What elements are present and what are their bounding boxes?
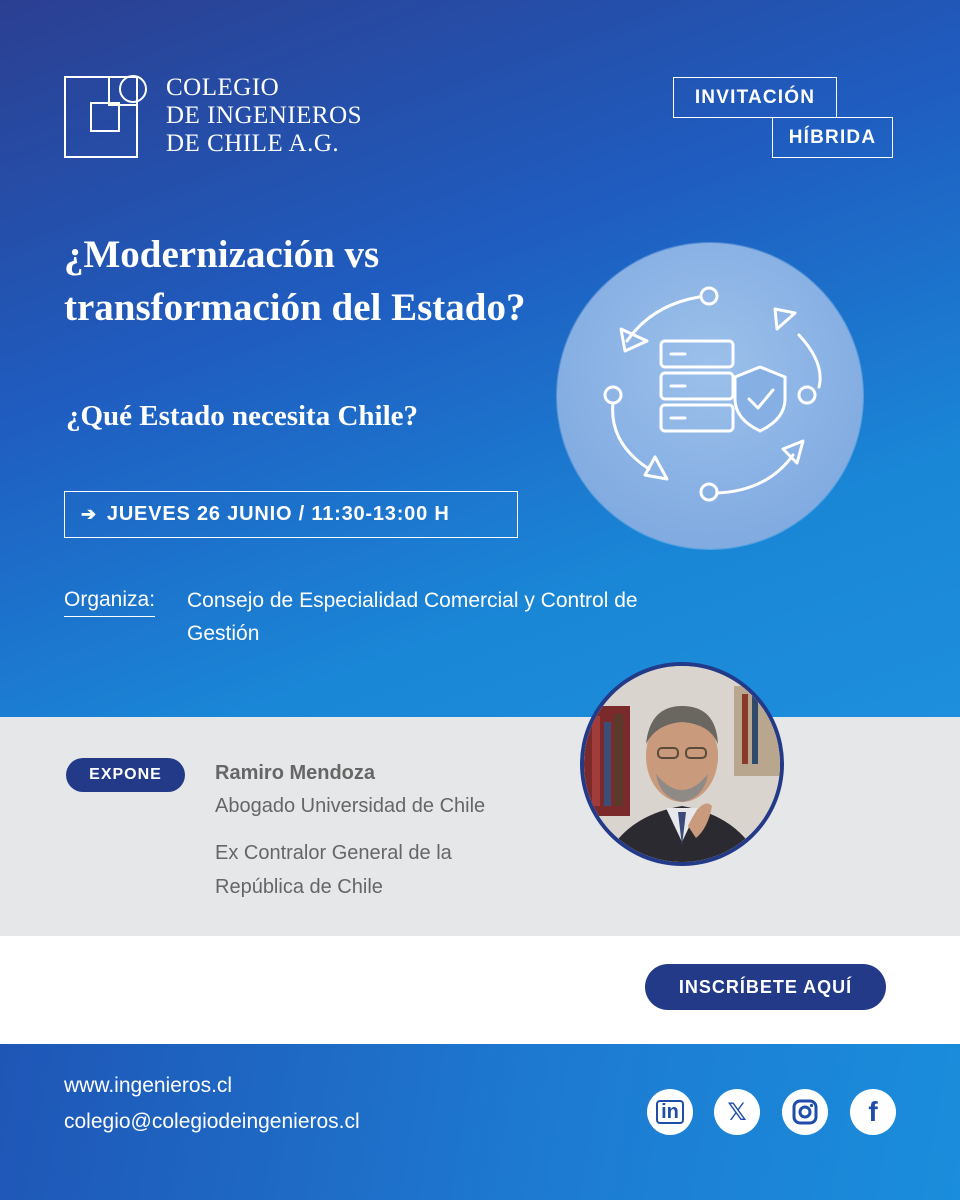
server-shield-icon xyxy=(557,243,863,549)
logo-mark-icon xyxy=(64,72,154,162)
mode-tag: HÍBRIDA xyxy=(772,117,893,158)
facebook-icon[interactable] xyxy=(850,1089,896,1135)
speaker-name: Ramiro Mendoza xyxy=(215,762,376,784)
facebook-glyph: f xyxy=(868,1096,878,1127)
instagram-icon[interactable] xyxy=(782,1089,828,1135)
x-glyph: 𝕏 xyxy=(727,1098,747,1126)
speaker-role-2: Ex Contralor General de la República de Chile xyxy=(215,842,452,898)
org-name-line-3: DE CHILE A.G. xyxy=(166,130,340,157)
org-name xyxy=(166,74,362,158)
speaker-badge: EXPONE xyxy=(66,758,185,792)
arrow-right-icon: ➔ xyxy=(81,504,97,524)
illustration-circle xyxy=(557,243,863,549)
event-date: JUEVES 26 JUNIO / 11:30-13:00 H xyxy=(106,503,450,525)
instagram-glyph xyxy=(791,1098,819,1126)
speaker-role-1: Abogado Universidad de Chile xyxy=(215,795,486,817)
speaker-photo xyxy=(580,662,784,866)
event-date-box xyxy=(64,491,518,538)
event-title: ¿Modernización vs transformación del Estado? xyxy=(64,233,526,329)
event-subtitle: ¿Qué Estado necesita Chile? xyxy=(66,400,419,432)
x-icon[interactable] xyxy=(714,1089,760,1135)
linkedin-glyph: in xyxy=(656,1100,684,1124)
cycle-arrows-icon xyxy=(605,288,820,500)
speaker-portrait xyxy=(584,666,780,862)
organizer-label: Organiza: xyxy=(64,584,155,617)
register-button[interactable]: INSCRÍBETE AQUÍ xyxy=(645,964,886,1010)
org-name-line-2: DE INGENIEROS xyxy=(166,102,363,129)
org-name-line-1: COLEGIO xyxy=(166,74,280,101)
org-logo[interactable] xyxy=(64,72,400,162)
invitation-tag: INVITACIÓN xyxy=(673,77,837,118)
email-link[interactable]: colegio@colegiodeingenieros.cl xyxy=(64,1110,360,1133)
linkedin-icon[interactable] xyxy=(647,1089,693,1135)
organizer-name: Consejo de Especialidad Comercial y Control de Gestión xyxy=(187,589,638,645)
website-link[interactable]: www.ingenieros.cl xyxy=(64,1074,233,1097)
